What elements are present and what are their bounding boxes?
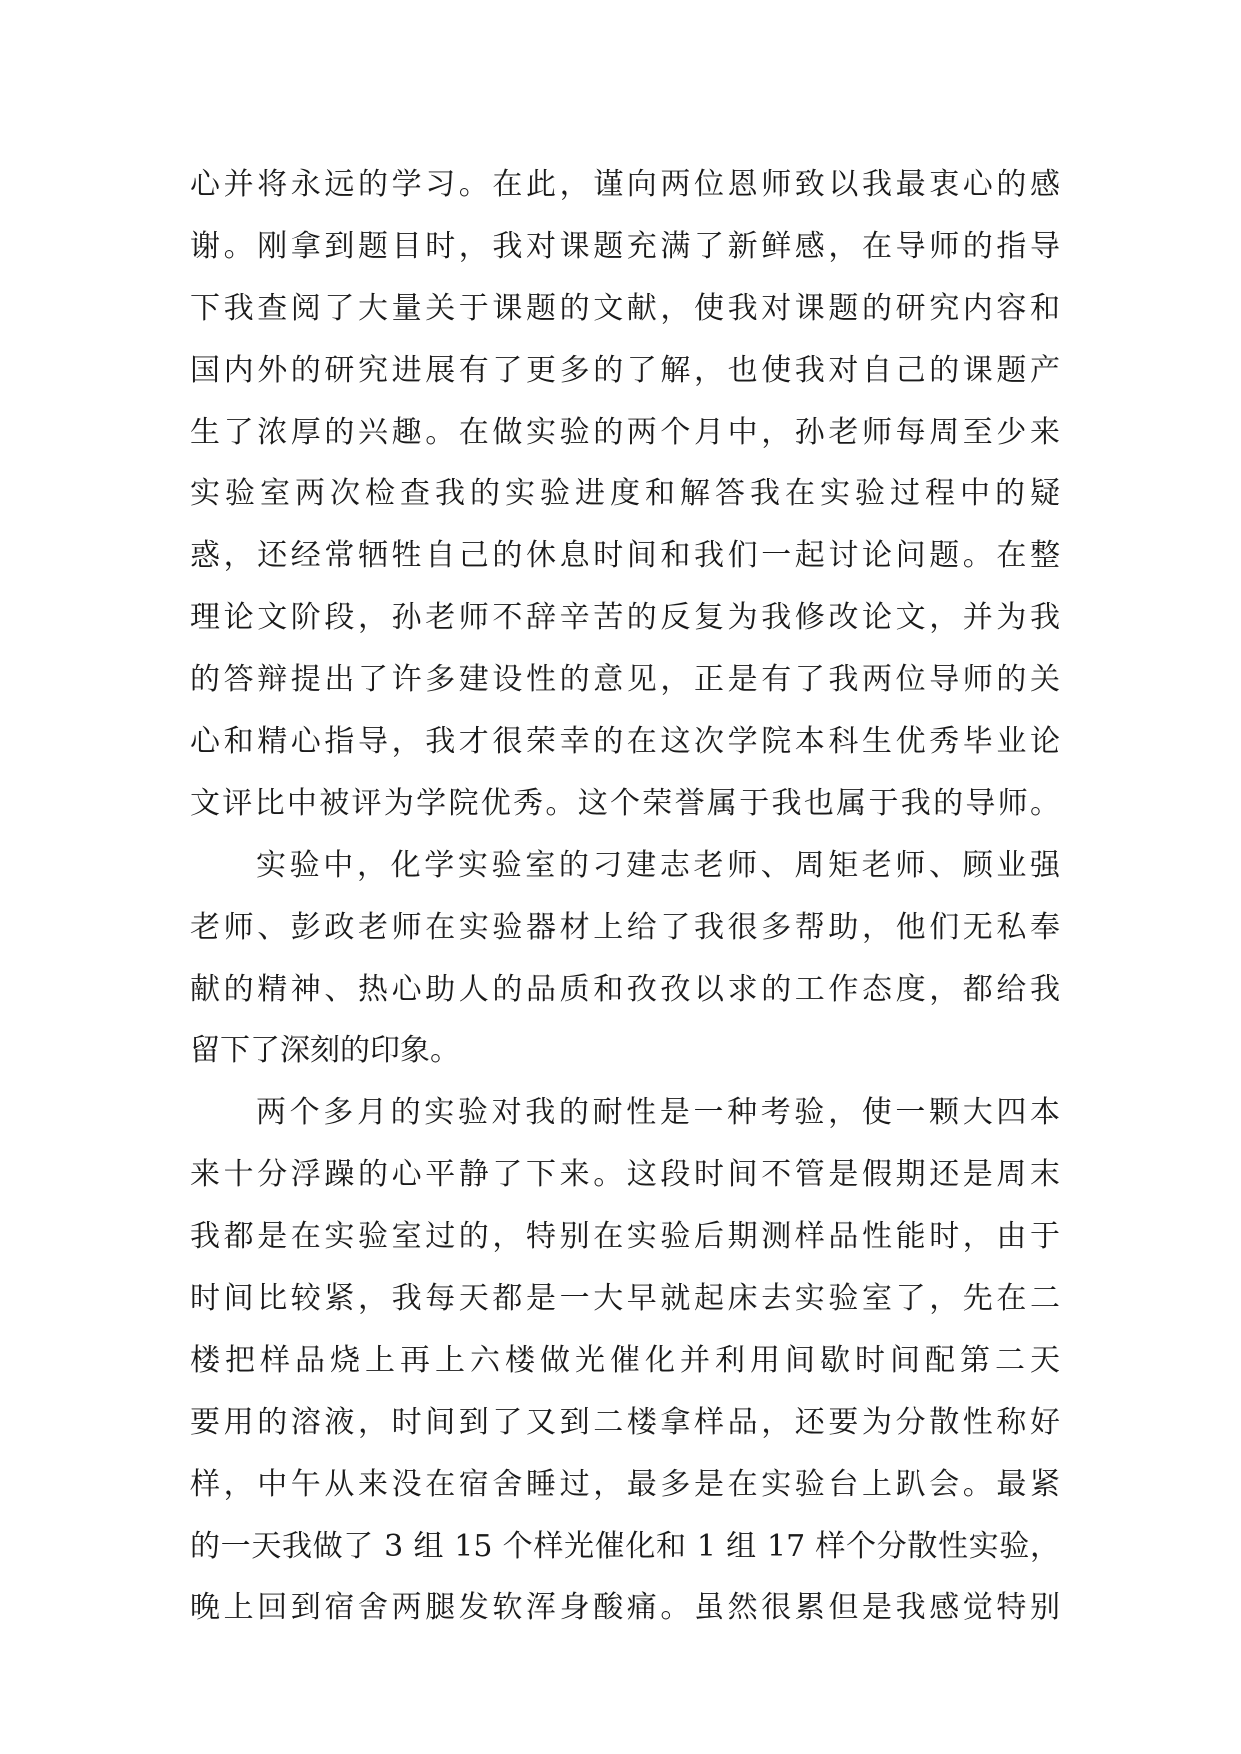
text-line: 的答辩提出了许多建设性的意见，正是有了我两位导师的关 xyxy=(190,662,1060,698)
text-line: 我都是在实验室过的，特别在实验后期测样品性能时，由于 xyxy=(190,1219,1060,1255)
text-line: 要用的溶液，时间到了又到二楼拿样品，还要为分散性称好 xyxy=(190,1404,1060,1440)
text-line: 老师、彭政老师在实验器材上给了我很多帮助，他们无私奉 xyxy=(190,909,1060,945)
text-line: 献的精神、热心助人的品质和孜孜以求的工作态度，都给我 xyxy=(190,971,1060,1007)
text-line: 的一天我做了 3 组 15 个样光催化和 1 组 17 样个分散性实验， xyxy=(190,1528,1060,1564)
text-line: 时间比较紧，我每天都是一大早就起床去实验室了，先在二 xyxy=(190,1281,1060,1317)
text-line: 谢。刚拿到题目时，我对课题充满了新鲜感，在导师的指导 xyxy=(190,228,1060,264)
text-line: 楼把样品烧上再上六楼做光催化并利用间歇时间配第二天 xyxy=(190,1342,1060,1378)
text-line: 两个多月的实验对我的耐性是一种考验，使一颗大四本 xyxy=(256,1095,1060,1131)
text-line: 留下了深刻的印象。 xyxy=(190,1033,460,1069)
text-line: 文评比中被评为学院优秀。这个荣誉属于我也属于我的导师。 xyxy=(190,785,1060,821)
text-line: 下我查阅了大量关于课题的文献，使我对课题的研究内容和 xyxy=(190,290,1060,326)
text-line: 心和精心指导，我才很荣幸的在这次学院本科生优秀毕业论 xyxy=(190,724,1060,760)
text-line: 样，中午从来没在宿舍睡过，最多是在实验台上趴会。最紧 xyxy=(190,1466,1060,1502)
body-text xyxy=(190,154,1060,1639)
text-line: 理论文阶段，孙老师不辞辛苦的反复为我修改论文，并为我 xyxy=(190,600,1060,636)
text-line: 生了浓厚的兴趣。在做实验的两个月中，孙老师每周至少来 xyxy=(190,414,1060,450)
text-line: 来十分浮躁的心平静了下来。这段时间不管是假期还是周末 xyxy=(190,1157,1060,1193)
text-line: 晚上回到宿舍两腿发软浑身酸痛。虽然很累但是我感觉特别 xyxy=(190,1590,1060,1626)
text-line: 国内外的研究进展有了更多的了解，也使我对自己的课题产 xyxy=(190,352,1060,388)
text-line: 实验中，化学实验室的刁建志老师、周矩老师、顾业强 xyxy=(256,847,1060,883)
text-line: 惑，还经常牺牲自己的休息时间和我们一起讨论问题。在整 xyxy=(190,538,1060,574)
text-line: 心并将永远的学习。在此，谨向两位恩师致以我最衷心的感 xyxy=(190,167,1060,202)
text-line: 实验室两次检查我的实验进度和解答我在实验过程中的疑 xyxy=(190,476,1060,512)
